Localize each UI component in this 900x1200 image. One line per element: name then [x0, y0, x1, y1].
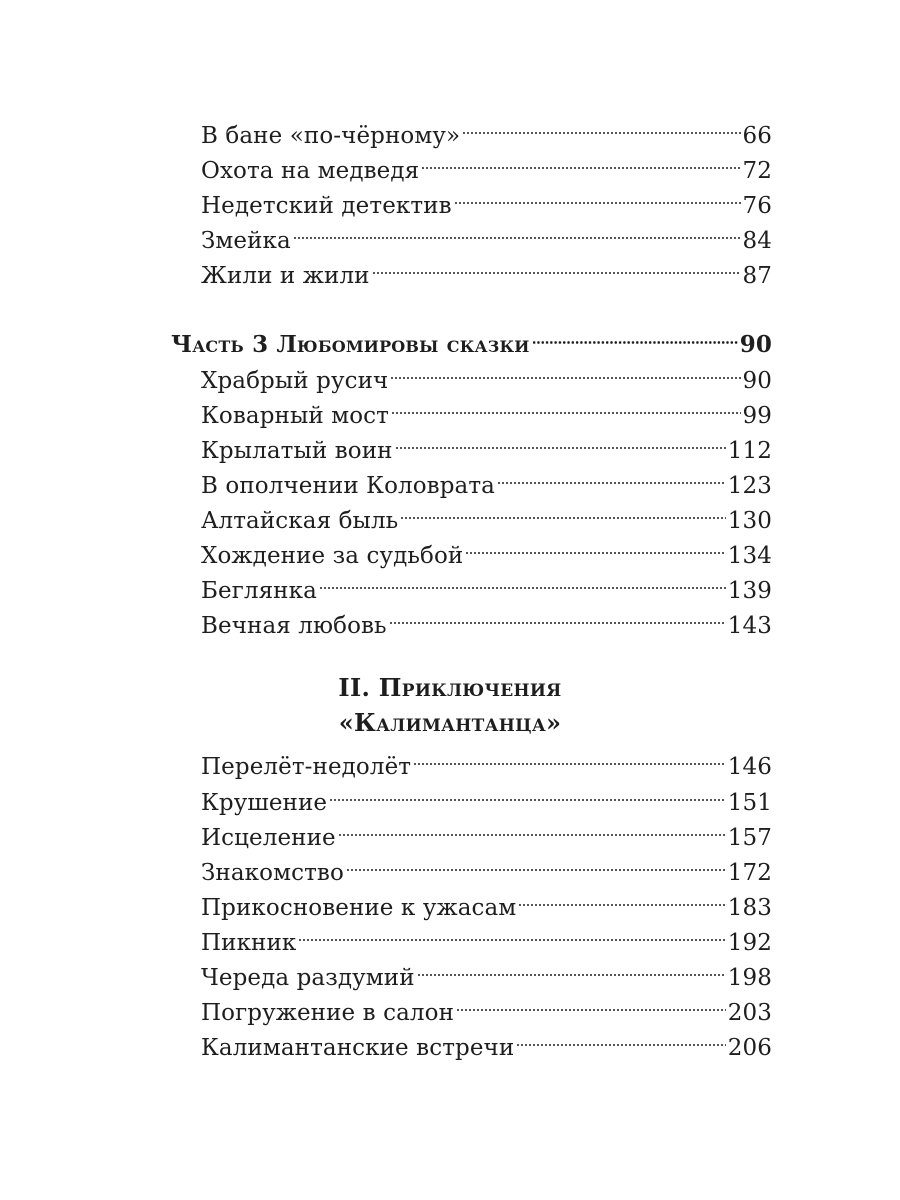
toc-entry-title: Змейка — [201, 228, 291, 254]
toc-entry[interactable] — [201, 214, 772, 254]
toc-entry[interactable] — [201, 494, 772, 534]
toc-entry-title: Прикосновение к ужасам — [201, 895, 517, 921]
toc-entry-title: Вечная любовь — [201, 613, 387, 639]
toc-entry-page: 172 — [727, 860, 772, 886]
dot-leader — [395, 424, 726, 458]
toc-entry[interactable] — [201, 529, 772, 569]
toc-part-heading[interactable] — [171, 318, 772, 358]
toc-entry-page: 203 — [727, 1000, 772, 1026]
section-heading-line1: II. Приключения — [338, 673, 562, 702]
toc-entry-title: Крушение — [201, 790, 328, 816]
toc-entry-page: 112 — [727, 438, 772, 464]
toc-entry-title: Охота на медведя — [201, 158, 420, 184]
toc-entry[interactable] — [201, 354, 772, 394]
toc-entry[interactable] — [201, 459, 772, 499]
toc-entry[interactable] — [201, 564, 772, 604]
toc-entry-page: 87 — [742, 263, 772, 289]
dot-leader — [465, 529, 725, 563]
dot-leader — [497, 459, 726, 493]
toc-entry-page: 146 — [727, 754, 772, 780]
toc-entry[interactable] — [201, 599, 772, 639]
toc-entry-title: В бане «по-чёрному» — [201, 123, 461, 149]
toc-entry[interactable] — [201, 109, 772, 149]
toc-entry-page: 198 — [727, 965, 772, 991]
dot-leader — [372, 249, 741, 283]
dot-leader — [413, 740, 726, 774]
toc-entry[interactable] — [201, 846, 772, 886]
dot-leader — [532, 318, 738, 352]
dot-leader — [516, 1021, 726, 1055]
toc-entry[interactable] — [201, 951, 772, 991]
toc-entry-title: Крылатый воин — [201, 438, 393, 464]
dot-leader — [346, 846, 726, 880]
toc-part-title: Часть 3 Любомировы сказки — [171, 331, 530, 358]
toc-entry[interactable] — [201, 389, 772, 429]
dot-leader — [417, 951, 726, 985]
toc-entry[interactable] — [201, 881, 772, 921]
toc-entry-title: Храбрый русич — [201, 368, 389, 394]
toc-entry-title: Коварный мост — [201, 403, 389, 429]
toc-entry-page: 99 — [742, 403, 772, 429]
toc-entry[interactable] — [201, 144, 772, 184]
toc-entry-page: 139 — [727, 578, 772, 604]
toc-entry-title: Исцеление — [201, 825, 336, 851]
toc-entry-page: 90 — [742, 368, 772, 394]
toc-entry-page: 151 — [727, 790, 772, 816]
toc-entry-title: Хождение за судьбой — [201, 543, 464, 569]
dot-leader — [298, 916, 725, 950]
dot-leader — [518, 881, 725, 915]
toc-entry[interactable] — [201, 776, 772, 816]
dot-leader — [400, 494, 726, 528]
toc-entry-title: Череда раздумий — [201, 965, 415, 991]
toc-entry-page: 183 — [727, 895, 772, 921]
toc-entry-page: 206 — [727, 1035, 772, 1061]
dot-leader — [462, 109, 740, 143]
toc-entry-page: 143 — [727, 613, 772, 639]
toc-entry-page: 130 — [727, 508, 772, 534]
toc-entry-title: Перелёт-недолёт — [201, 754, 412, 780]
toc-entry-page: 192 — [727, 930, 772, 956]
toc-entry[interactable] — [201, 1021, 772, 1061]
toc-entry[interactable] — [201, 249, 772, 289]
toc-entry-title: В ополчении Коловрата — [201, 473, 495, 499]
toc-entry-title: Погружение в салон — [201, 1000, 455, 1026]
toc-entry-title: Знакомство — [201, 860, 344, 886]
toc-entry-title: Недетский детектив — [201, 193, 452, 219]
toc-entry-page: 76 — [742, 193, 772, 219]
toc-entry[interactable] — [201, 179, 772, 219]
section-heading-line2: «Калимантанца» — [338, 708, 562, 737]
toc-entry[interactable] — [201, 424, 772, 464]
dot-leader — [338, 811, 726, 845]
toc-entry-title: Жили и жили — [201, 263, 370, 289]
toc-entry-page: 84 — [742, 228, 772, 254]
dot-leader — [389, 599, 726, 633]
toc-entry-page: 66 — [742, 123, 772, 149]
dot-leader — [391, 389, 741, 423]
toc-part-page: 90 — [739, 331, 772, 358]
toc-entry[interactable] — [201, 916, 772, 956]
toc-entry-title: Калимантанские встречи — [201, 1035, 515, 1061]
dot-leader — [319, 564, 726, 598]
dot-leader — [456, 986, 726, 1020]
toc-entry-title: Алтайская быль — [201, 508, 399, 534]
toc-entry[interactable] — [201, 740, 772, 780]
toc-entry-page: 72 — [742, 158, 772, 184]
toc-entry-title: Пикник — [201, 930, 297, 956]
toc-entry-page: 123 — [727, 473, 772, 499]
toc-entry-title: Беглянка — [201, 578, 317, 604]
toc-entry[interactable] — [201, 986, 772, 1026]
dot-leader — [421, 144, 740, 178]
dot-leader — [390, 354, 740, 388]
toc-entry[interactable] — [201, 811, 772, 851]
dot-leader — [454, 179, 741, 213]
dot-leader — [329, 776, 726, 810]
toc-entry-page: 157 — [727, 825, 772, 851]
dot-leader — [293, 214, 741, 248]
toc-entry-page: 134 — [727, 543, 772, 569]
